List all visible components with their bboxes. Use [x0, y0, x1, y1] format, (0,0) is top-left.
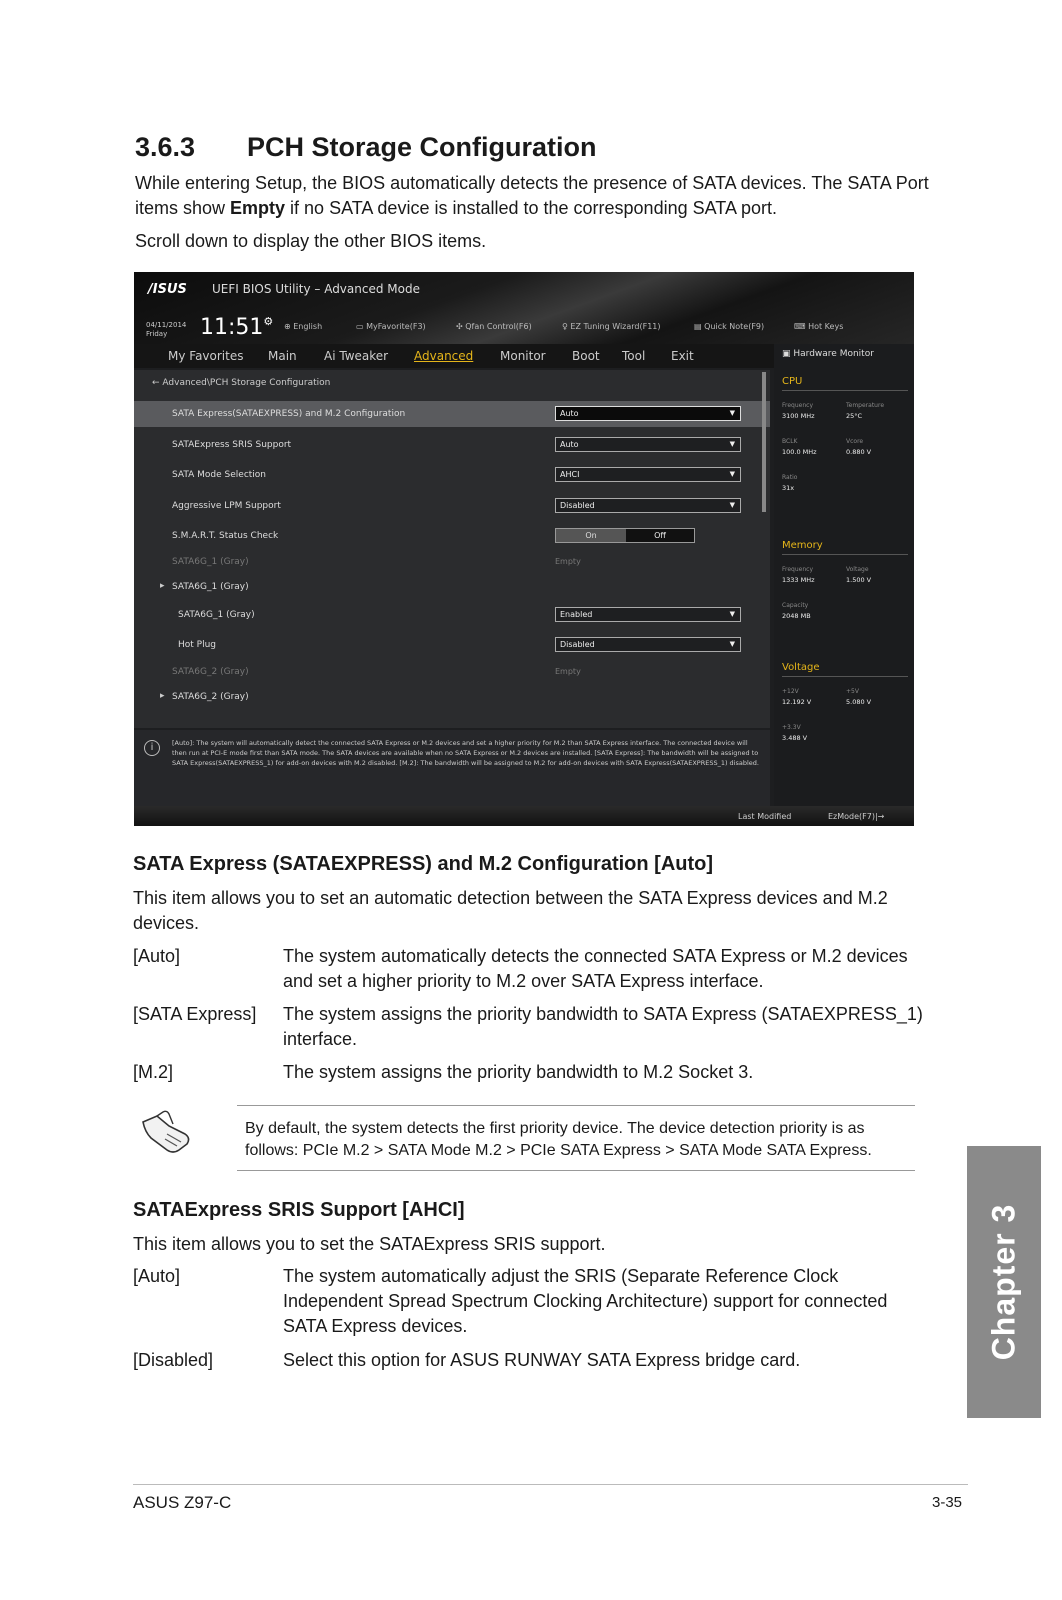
row-label: SATA6G_2 (Gray)	[172, 667, 249, 677]
option-key: [Auto]	[133, 1266, 181, 1286]
note-divider-top	[237, 1105, 915, 1106]
hw-label: Voltage	[846, 566, 869, 573]
intro-bold: Empty	[230, 198, 286, 218]
hw-value: 25°C	[846, 412, 863, 420]
myfavorite-button[interactable]: ▭ MyFavorite(F3)	[356, 322, 426, 331]
submenu-arrow-icon: ▸	[160, 691, 165, 701]
tab-monitor[interactable]: Monitor	[500, 349, 546, 363]
hw-value: 2048 MB	[782, 612, 811, 620]
row-sata6g1-enable[interactable]	[134, 602, 770, 628]
hw-label: BCLK	[782, 438, 798, 445]
hw-label: Frequency	[782, 402, 813, 409]
back-arrow-icon: ←	[152, 378, 163, 388]
footer-page-number: 3-35	[932, 1494, 963, 1511]
row-value: Empty	[555, 557, 581, 566]
row-label: Hot Plug	[178, 640, 217, 650]
chevron-down-icon: ▼	[729, 501, 735, 509]
intro-paragraph-2: Scroll down to display the other BIOS items.	[135, 231, 487, 251]
scrollbar[interactable]	[762, 372, 766, 512]
toggle-on[interactable]: On	[556, 529, 626, 542]
globe-icon: ⊕	[284, 322, 294, 331]
chevron-down-icon: ▼	[729, 440, 735, 448]
footer-product: ASUS Z97-C	[133, 1493, 232, 1512]
bios-clock: 11:51⚙	[200, 315, 274, 340]
option-text: The system automatically adjust the SRIS (Separate Reference Clock Independent Spread Spectrum Clocking Architecture) support for connected SATA Express devices.	[283, 1266, 888, 1336]
submenu-arrow-icon: ▸	[160, 581, 165, 591]
note-text: By default, the system detects the first priority device. The device detection priority is as follows: PCIe M.2 > SATA Mode M.2 > PCIe SATA Express > SATA Mode SATA Express.	[245, 1120, 872, 1159]
hw-value: 1.500 V	[846, 576, 872, 584]
row-sataexpress-config[interactable]	[134, 401, 770, 427]
bulb-icon: ♀	[562, 322, 571, 331]
row-label: Aggressive LPM Support	[172, 501, 281, 511]
hand-note-icon	[139, 1108, 197, 1156]
bios-date: 04/11/2014 Friday	[146, 321, 187, 338]
row-value: Empty	[555, 667, 581, 676]
section-title: PCH Storage Configuration	[247, 132, 597, 162]
sataexpress-config-select[interactable]: Auto ▼	[555, 406, 741, 421]
last-modified-button[interactable]: Last Modified	[738, 812, 792, 821]
aggressive-lpm-select[interactable]: Disabled ▼	[555, 498, 741, 513]
info-icon: i	[144, 740, 160, 756]
row-label: SATA Mode Selection	[172, 470, 267, 480]
row-label: S.M.A.R.T. Status Check	[172, 531, 279, 541]
row-label: SATA Express(SATAEXPRESS) and M.2 Configuration	[172, 409, 406, 419]
chevron-down-icon: ▼	[729, 640, 735, 648]
option-text: Select this option for ASUS RUNWAY SATA Express bridge card.	[283, 1350, 801, 1370]
option-text: The system automatically detects the connected SATA Express or M.2 devices and set a higher priority to M.2 over SATA Express interface.	[283, 946, 908, 991]
option-key: [SATA Express]	[133, 1004, 257, 1024]
option-key: [M.2]	[133, 1062, 174, 1082]
row-smart-status[interactable]	[134, 523, 770, 549]
row-aggressive-lpm[interactable]	[134, 493, 770, 519]
row-label: SATAExpress SRIS Support	[172, 440, 292, 450]
monitor-icon: ▣	[782, 349, 794, 359]
intro-paragraph	[135, 171, 935, 221]
tab-exit[interactable]: Exit	[671, 349, 694, 363]
star-icon: ▭	[356, 322, 367, 331]
note-divider-bottom	[237, 1170, 915, 1171]
tab-tool[interactable]: Tool	[622, 349, 646, 363]
hw-label: Frequency	[782, 566, 813, 573]
hw-label: Temperature	[846, 402, 885, 409]
bios-screenshot	[134, 272, 914, 826]
hw-label: +5V	[846, 688, 859, 695]
hw-value: 1333 MHz	[782, 576, 815, 584]
qfan-button[interactable]: ✣ Qfan Control(F6)	[456, 322, 532, 331]
hw-value: 0.880 V	[846, 448, 872, 456]
hw-value: 5.080 V	[846, 698, 872, 706]
hw-label: +12V	[782, 688, 799, 695]
hw-label: Capacity	[782, 602, 809, 609]
hw-value: 12.192 V	[782, 698, 812, 706]
asus-logo: /ISUS	[148, 282, 187, 297]
hw-voltage-heading: Voltage	[782, 662, 820, 673]
intro-text-2: if no SATA device is installed to the corresponding SATA port.	[285, 198, 777, 218]
note-icon: ▤	[694, 322, 705, 331]
row-label: SATA6G_1 (Gray)	[178, 610, 255, 620]
hot-plug-select[interactable]: Disabled ▼	[555, 637, 741, 652]
ezmode-button[interactable]: EzMode(F7)|→	[828, 812, 885, 821]
hw-label: +3.3V	[782, 724, 801, 731]
sata-express-heading: SATA Express (SATAEXPRESS) and M.2 Configuration [Auto]	[133, 853, 714, 875]
bios-title: UEFI BIOS Utility – Advanced Mode	[212, 282, 420, 296]
option-key: [Auto]	[133, 946, 181, 966]
tab-my-favorites[interactable]: My Favorites	[168, 349, 244, 363]
smart-status-toggle[interactable]	[555, 528, 695, 543]
help-panel	[134, 730, 770, 806]
row-sata6g2-info	[134, 659, 770, 685]
hw-value: 100.0 MHz	[782, 448, 817, 456]
tab-advanced[interactable]: Advanced	[414, 349, 474, 363]
row-hot-plug[interactable]	[134, 632, 770, 658]
row-label: SATA6G_2 (Gray)	[172, 692, 249, 702]
hw-value: 31x	[782, 484, 795, 492]
footer-divider	[133, 1484, 968, 1485]
intro-text-1: While entering Setup, the BIOS automatically detects the presence of SATA devices. The SATA Port items show	[135, 173, 929, 218]
row-sata6g1-submenu[interactable]	[134, 574, 770, 600]
help-text: [Auto]: The system will automatically detect the connected SATA Express or M.2 devices and set a higher priority for M.2 than SATA Express interface. The connected device will then run at PCI-E mode first than SATA mode. The SATA devices are available when no SATA Express or M.2 devices are installed. [SATA Express]: The bandwidth will be assigned to SATA Express(SATAEXPRESS_1) for add-on devices with M.2 disabled. [M.2]: The bandwidth will be assigned to M.2 for add-on devices with SATA Express(SATAEXPRESS_1) disabled.	[172, 739, 759, 767]
hw-cpu-heading: CPU	[782, 376, 803, 387]
row-label: SATA6G_1 (Gray)	[172, 582, 249, 592]
keyboard-icon: ⌨	[794, 322, 809, 331]
hw-label: Vcore	[846, 438, 864, 445]
tab-ai-tweaker[interactable]: Ai Tweaker	[324, 349, 389, 363]
hw-label: Ratio	[782, 474, 798, 481]
row-sris-support[interactable]	[134, 432, 770, 458]
hw-value: 3.488 V	[782, 734, 808, 742]
hw-memory-heading: Memory	[782, 540, 823, 551]
chapter-tab-label: Chapter 3	[985, 1203, 1022, 1361]
bios-bottom-bar	[134, 806, 914, 826]
sata-mode-select[interactable]: AHCI ▼	[555, 467, 741, 482]
sris-desc: This item allows you to set the SATAExpress SRIS support.	[133, 1234, 606, 1254]
gear-icon: ⚙	[263, 315, 274, 328]
section-number: 3.6.3	[135, 132, 196, 162]
chevron-down-icon: ▼	[729, 470, 735, 478]
sris-support-select[interactable]: Auto ▼	[555, 437, 741, 452]
sata6g1-select[interactable]: Enabled ▼	[555, 607, 741, 622]
hw-value: 3100 MHz	[782, 412, 815, 420]
chevron-down-icon: ▼	[729, 610, 735, 618]
breadcrumb[interactable]: ← Advanced\PCH Storage Configuration	[152, 378, 331, 388]
language-button[interactable]: ⊕ English	[284, 322, 323, 331]
hardware-monitor-title: ▣ Hardware Monitor	[782, 349, 874, 359]
sris-heading: SATAExpress SRIS Support [AHCI]	[133, 1199, 465, 1221]
chapter-tab	[967, 1146, 1041, 1418]
option-key: [Disabled]	[133, 1350, 214, 1370]
option-text: The system assigns the priority bandwidth to M.2 Socket 3.	[283, 1062, 754, 1082]
sata-express-desc: This item allows you to set an automatic detection between the SATA Express devices and M.2 devices.	[133, 888, 888, 933]
hot-keys-button[interactable]: ⌨ Hot Keys	[794, 322, 844, 331]
hardware-monitor-panel	[774, 344, 914, 810]
row-label: SATA6G_1 (Gray)	[172, 557, 249, 567]
row-sata6g1-info	[134, 549, 770, 575]
ez-tuning-button[interactable]: ♀ EZ Tuning Wizard(F11)	[562, 322, 661, 331]
option-text: The system assigns the priority bandwidth to SATA Express (SATAEXPRESS_1) interface.	[283, 1004, 923, 1049]
tab-main[interactable]: Main	[268, 349, 297, 363]
tab-boot[interactable]: Boot	[572, 349, 600, 363]
quick-note-button[interactable]: ▤ Quick Note(F9)	[694, 322, 765, 331]
row-sata-mode[interactable]	[134, 462, 770, 488]
fan-icon: ✣	[456, 322, 466, 331]
chevron-down-icon: ▼	[729, 409, 735, 417]
toggle-off[interactable]: Off	[626, 529, 694, 542]
row-sata6g2-submenu[interactable]	[134, 684, 770, 710]
section-heading	[135, 132, 597, 163]
